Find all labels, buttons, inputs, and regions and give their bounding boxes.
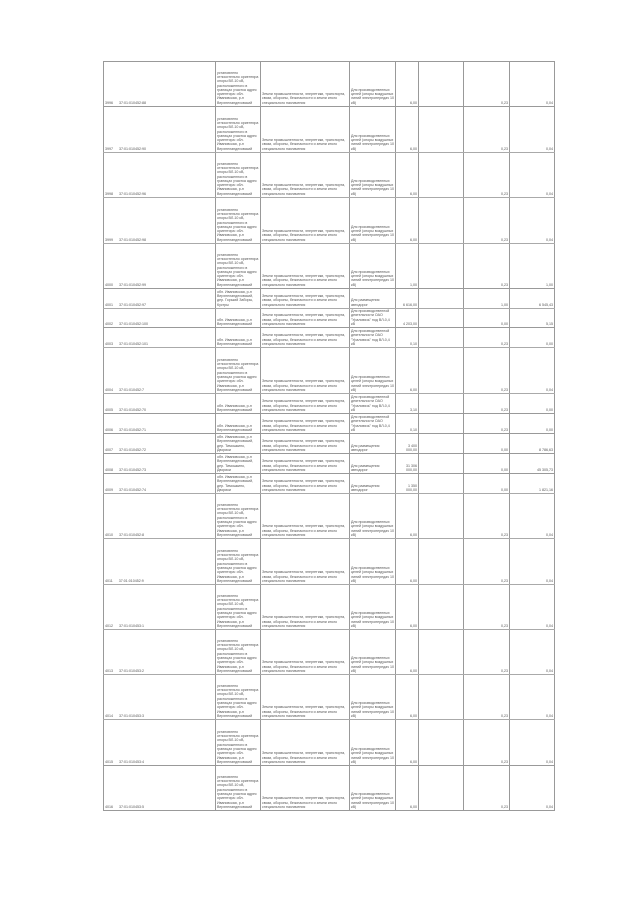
land-category-cell: Земли промышленности, энергетики, транспорта, связи, обороны, безопасности и земли иного специального назначения [261,394,350,414]
row-id-cell [104,454,216,474]
rate-cell: 0,23 [464,630,510,675]
row-number: 3998 [105,191,113,196]
row-id-cell [104,348,216,394]
permitted-use-cell: Для производственной деятельности ОАО "Уралсвязь" под ВЛ-0,4 кВ [350,414,396,434]
permitted-use-cell: Для размещения автодорог [350,289,396,309]
empty-cell [419,244,464,289]
permitted-use-cell: Для производственных целей (опоры воздушных линий электропередач 10 кВ) [350,720,396,766]
rate-cell: 0,00 [464,454,510,474]
row-id-cell [104,153,216,198]
address-cell: установлено относительно ориентира опоры ВЛ-10 кВ, расположенного в границах участка адрес ориентира: обл. Ивановская, р-н Верхнеландеховский [216,198,261,244]
row-number: 4011 [105,578,113,583]
table-row [104,675,555,720]
row-id-cell [104,720,216,766]
permitted-use-cell: Для производственных целей (опоры воздушных линий электропередач 10 кВ) [350,539,396,585]
row-number: 4003 [105,341,113,346]
rate-cell: 0,23 [464,414,510,434]
row-id-cell [104,434,216,454]
land-category-cell: Земли промышленности, энергетики, транспорта, связи, обороны, безопасности и земли иного специального назначения [261,474,350,494]
value-cell: 0,04 [510,539,555,585]
rate-cell: 0,23 [464,675,510,720]
table-row [104,494,555,539]
cadastral-number: 37:01:010453:1 [119,623,144,628]
row-id-cell [104,198,216,244]
rate-cell: 0,23 [464,153,510,198]
cadastral-number: 37:01:010452:7 [119,387,144,392]
cadastral-number: 37:01:010452:90 [119,146,146,151]
cadastral-number: 37:01:010453:2 [119,668,144,673]
cadastral-number: 37:01:010452:96 [119,191,146,196]
table-row [104,62,555,107]
value-cell: 0,04 [510,720,555,766]
empty-cell [419,434,464,454]
empty-cell [419,62,464,107]
cadastral-number: 37:01:010452:99 [119,282,146,287]
cadastral-number: 37:01:010452:9 [118,578,144,583]
cadastral-number: 37:01:010453:3 [119,713,144,718]
address-cell: обл. Ивановская, р-н Верхнеландеховский, дер. Тимошкино, Дворики [216,434,261,454]
table-row [104,289,555,309]
address-cell: установлено относительно ориентира опоры ВЛ-10 кВ, расположенного в границах участка адрес ориентира: обл. Ивановская, р-н Верхнеландеховский [216,766,261,811]
table-row [104,244,555,289]
empty-cell [419,348,464,394]
row-number: 4002 [105,321,113,326]
rate-cell: 0,23 [464,394,510,414]
row-number: 3997 [105,146,113,151]
row-number: 4001 [105,302,113,307]
cadastral-number: 37:01:010453:4 [119,759,144,764]
permitted-use-cell: Для производственных целей (опоры воздушных линий электропередач 10 кВ) [350,62,396,107]
area-cell: 6,00 [396,153,419,198]
area-cell: 3,10 [396,394,419,414]
rate-cell: 0,00 [464,309,510,328]
value-cell: 0,04 [510,198,555,244]
row-number: 4014 [105,713,113,718]
empty-cell [419,585,464,630]
area-cell: 3 400 000,00 [396,434,419,454]
row-number: 4010 [105,532,113,537]
address-cell: обл. Ивановская, р-н Верхнеландеховский, дер. Тимошкино, Дворики [216,474,261,494]
cadastral-number: 37:01:010452:88 [119,100,146,105]
table-row [104,434,555,454]
area-cell: 6,00 [396,720,419,766]
area-cell: 1,00 [396,244,419,289]
address-cell: установлено относительно ориентира опоры ВЛ-10 кВ, расположенного в границах участка адрес ориентира: обл. Ивановская, р-н Верхнеландеховский [216,675,261,720]
table-row [104,454,555,474]
empty-cell [419,454,464,474]
land-category-cell: Земли промышленности, энергетики, транспорта, связи, обороны, безопасности и земли иного специального назначения [261,539,350,585]
permitted-use-cell: Для производственных целей (опоры воздушных линий электропередач 10 кВ) [350,348,396,394]
row-id-cell [104,675,216,720]
area-cell: 6,00 [396,107,419,153]
value-cell: 0,00 [510,328,555,348]
table-row [104,474,555,494]
table-row [104,348,555,394]
area-cell: 6,00 [396,348,419,394]
row-number: 4015 [105,759,113,764]
value-cell: 0,04 [510,675,555,720]
table-row [104,539,555,585]
land-category-cell: Земли промышленности, энергетики, транспорта, связи, обороны, безопасности и земли иного специального назначения [261,348,350,394]
cadastral-number: 37:01:010452:98 [119,237,146,242]
area-cell: 4 203,00 [396,309,419,328]
row-id-cell [104,244,216,289]
rate-cell: 0,23 [464,244,510,289]
row-id-cell [104,630,216,675]
permitted-use-cell: Для производственной деятельности ОАО "Уралсвязь" под ВЛ-0,4 кВ [350,394,396,414]
rate-cell: 0,23 [464,494,510,539]
row-id-cell [104,394,216,414]
empty-cell [419,107,464,153]
row-number: 4005 [105,407,113,412]
address-cell: обл. Ивановская, р-н Верхнеландеховский, дер. Тимошкино, Дворики [216,454,261,474]
rate-cell: 0,00 [464,434,510,454]
row-number: 3996 [105,100,113,105]
land-category-cell: Земли промышленности, энергетики, транспорта, связи, обороны, безопасности и земли иного специального назначения [261,585,350,630]
address-cell: обл. Ивановская, р-н Верхнеландеховский [216,394,261,414]
table-row [104,585,555,630]
address-cell: обл. Ивановская, р-н Верхнеландеховский [216,328,261,348]
empty-cell [419,630,464,675]
row-number: 4013 [105,668,113,673]
table-row [104,766,555,811]
land-category-cell: Земли промышленности, энергетики, транспорта, связи, обороны, безопасности и земли иного специального назначения [261,434,350,454]
permitted-use-cell: Для производственных целей (опоры воздушных линий электропередач 10 кВ) [350,675,396,720]
land-plots-table [103,61,555,811]
rate-cell: 0,23 [464,348,510,394]
table-row [104,107,555,153]
permitted-use-cell: Для производственных целей (опоры воздушных линий электропередач 10 кВ) [350,585,396,630]
empty-cell [419,494,464,539]
land-category-cell: Земли промышленности, энергетики, транспорта, связи, обороны, безопасности и земли иного специального назначения [261,414,350,434]
empty-cell [419,309,464,328]
area-cell: 6,00 [396,585,419,630]
land-category-cell: Земли промышленности, энергетики, транспорта, связи, обороны, безопасности и земли иного специального назначения [261,309,350,328]
area-cell: 6,00 [396,630,419,675]
area-cell: 6,00 [396,62,419,107]
permitted-use-cell: Для производственной деятельности ОАО "Уралсвязь" под ВЛ-0,4 кВ [350,309,396,328]
row-id-cell [104,107,216,153]
land-category-cell: Земли промышленности, энергетики, транспорта, связи, обороны, безопасности и земли иного специального назначения [261,198,350,244]
table-row [104,720,555,766]
row-number: 4006 [105,427,113,432]
land-category-cell: Земли промышленности, энергетики, транспорта, связи, обороны, безопасности и земли иного специального назначения [261,328,350,348]
area-cell: 6,00 [396,494,419,539]
rate-cell: 0,23 [464,539,510,585]
empty-cell [419,328,464,348]
area-cell: 6,00 [396,675,419,720]
row-id-cell [104,289,216,309]
value-cell: 0,04 [510,585,555,630]
land-category-cell: Земли промышленности, энергетики, транспорта, связи, обороны, безопасности и земли иного специального назначения [261,766,350,811]
land-category-cell: Земли промышленности, энергетики, транспорта, связи, обороны, безопасности и земли иного специального назначения [261,289,350,309]
address-cell: обл. Ивановская, р-н Верхнеландеховский [216,414,261,434]
table-row [104,309,555,328]
table-row [104,394,555,414]
address-cell: установлено относительно ориентира опоры ВЛ-10 кВ, расположенного в границах участка адрес ориентира: обл. Ивановская, р-н Верхнеландеховский [216,348,261,394]
land-category-cell: Земли промышленности, энергетики, транспорта, связи, обороны, безопасности и земли иного специального назначения [261,720,350,766]
value-cell: 0,04 [510,348,555,394]
cadastral-number: 37:01:010452:71 [119,427,146,432]
address-cell: обл. Ивановская, р-н Верхнеландеховский, дер. Горький Заборы, Кустры [216,289,261,309]
land-category-cell: Земли промышленности, энергетики, транспорта, связи, обороны, безопасности и земли иного специального назначения [261,675,350,720]
area-cell: 6,00 [396,766,419,811]
row-number: 4009 [105,487,113,492]
land-category-cell: Земли промышленности, энергетики, транспорта, связи, обороны, безопасности и земли иного специального назначения [261,107,350,153]
value-cell: 0,00 [510,414,555,434]
row-number: 4004 [105,387,113,392]
permitted-use-cell: Для производственных целей (опоры воздушных линий электропередач 10 кВ) [350,244,396,289]
cadastral-number: 37:01:010453:5 [119,804,144,809]
rate-cell: 0,00 [464,474,510,494]
table-row [104,630,555,675]
row-number: 4007 [105,447,113,452]
rate-cell: 0,23 [464,198,510,244]
permitted-use-cell: Для производственных целей (опоры воздушных линий электропередач 10 кВ) [350,494,396,539]
land-category-cell: Земли промышленности, энергетики, транспорта, связи, обороны, безопасности и земли иного специального назначения [261,244,350,289]
rate-cell: 0,23 [464,720,510,766]
permitted-use-cell: Для размещения автодорог [350,474,396,494]
table-row [104,328,555,348]
rate-cell: 0,23 [464,107,510,153]
cadastral-number: 37:01:010452:8 [119,532,144,537]
area-cell: 6 616,00 [396,289,419,309]
address-cell: установлено относительно ориентира опоры ВЛ-10 кВ, расположенного в границах участка адрес ориентира: обл. Ивановская, р-н Верхнеландеховский [216,107,261,153]
row-id-cell [104,494,216,539]
area-cell: 31 306 000,00 [396,454,419,474]
row-id-cell [104,309,216,328]
permitted-use-cell: Для производственных целей (опоры воздушных линий электропередач 10 кВ) [350,107,396,153]
address-cell: обл. Ивановская, р-н Верхнеландеховский [216,309,261,328]
value-cell: 1,00 [510,244,555,289]
row-number: 4016 [105,804,113,809]
area-cell: 1 350 000,00 [396,474,419,494]
area-cell: 6,00 [396,539,419,585]
row-id-cell [104,414,216,434]
value-cell: 0,04 [510,766,555,811]
address-cell: установлено относительно ориентира опоры ВЛ-10 кВ, расположенного в границах участка адрес ориентира: обл. Ивановская, р-н Верхнеландеховский [216,630,261,675]
empty-cell [419,539,464,585]
row-id-cell [104,585,216,630]
permitted-use-cell: Для производственных целей (опоры воздушных линий электропередач 10 кВ) [350,198,396,244]
cadastral-number: 37:01:010452:101 [119,341,148,346]
permitted-use-cell: Для производственных целей (опоры воздушных линий электропередач 10 кВ) [350,766,396,811]
rate-cell: 1,00 [464,289,510,309]
cadastral-number: 37:01:010452:72 [119,447,146,452]
empty-cell [419,675,464,720]
permitted-use-cell: Для производственной деятельности ОАО "Уралсвязь" под ВЛ-0,4 кВ [350,328,396,348]
row-id-cell [104,766,216,811]
row-id-cell [104,474,216,494]
address-cell: установлено относительно ориентира опоры ВЛ-10 кВ, расположенного в границах участка адрес ориентира: обл. Ивановская, р-н Верхнеландеховский [216,244,261,289]
permitted-use-cell: Для размещения автодорог [350,434,396,454]
empty-cell [419,720,464,766]
row-id-cell [104,539,216,585]
address-cell: установлено относительно ориентира опоры ВЛ-10 кВ, расположенного в границах участка адрес ориентира: обл. Ивановская, р-н Верхнеландеховский [216,585,261,630]
row-number: 4012 [105,623,113,628]
value-cell: 0,04 [510,62,555,107]
rate-cell: 0,23 [464,766,510,811]
rate-cell: 0,23 [464,328,510,348]
row-number: 4000 [105,282,113,287]
address-cell: установлено относительно ориентира опоры ВЛ-10 кВ, расположенного в границах участка адрес ориентира: обл. Ивановская, р-н Верхнеландеховский [216,494,261,539]
value-cell: 0,04 [510,107,555,153]
cadastral-number: 37:01:010452:74 [119,487,146,492]
empty-cell [419,394,464,414]
land-category-cell: Земли промышленности, энергетики, транспорта, связи, обороны, безопасности и земли иного специального назначения [261,494,350,539]
empty-cell [419,766,464,811]
rate-cell: 0,23 [464,585,510,630]
value-cell: 0,00 [510,394,555,414]
value-cell: 5,15 [510,309,555,328]
address-cell: установлено относительно ориентира опоры ВЛ-10 кВ, расположенного в границах участка адрес ориентира: обл. Ивановская, р-н Верхнеландеховский [216,62,261,107]
empty-cell [419,289,464,309]
value-cell: 0,04 [510,153,555,198]
area-cell: 6,00 [396,198,419,244]
value-cell: 1 821,16 [510,474,555,494]
empty-cell [419,474,464,494]
table-row [104,153,555,198]
empty-cell [419,153,464,198]
row-number: 4008 [105,467,113,472]
rate-cell: 0,23 [464,62,510,107]
row-number: 3999 [105,237,113,242]
land-category-cell: Земли промышленности, энергетики, транспорта, связи, обороны, безопасности и земли иного специального назначения [261,630,350,675]
permitted-use-cell: Для производственных целей (опоры воздушных линий электропередач 10 кВ) [350,630,396,675]
address-cell: установлено относительно ориентира опоры ВЛ-10 кВ, расположенного в границах участка адрес ориентира: обл. Ивановская, р-н Верхнеландеховский [216,539,261,585]
empty-cell [419,198,464,244]
cadastral-number: 37:01:010452:100 [119,321,148,326]
address-cell: установлено относительно ориентира опоры ВЛ-10 кВ, расположенного в границах участка адрес ориентира: обл. Ивановская, р-н Верхнеландеховский [216,720,261,766]
row-id-cell [104,328,216,348]
table-row [104,414,555,434]
address-cell: установлено относительно ориентира опоры ВЛ-10 кВ, расположенного в границах участка адрес ориентира: обл. Ивановская, р-н Верхнеландеховский [216,153,261,198]
permitted-use-cell: Для размещения автодорог [350,454,396,474]
area-cell: 0,10 [396,414,419,434]
cadastral-number: 37:01:010452:97 [119,302,146,307]
row-id-cell [104,62,216,107]
cadastral-number: 37:01:010452:73 [119,467,146,472]
value-cell: 45 305,73 [510,454,555,474]
empty-cell [419,414,464,434]
area-cell: 0,10 [396,328,419,348]
value-cell: 0,04 [510,494,555,539]
land-category-cell: Земли промышленности, энергетики, транспорта, связи, обороны, безопасности и земли иного специального назначения [261,153,350,198]
land-category-cell: Земли промышленности, энергетики, транспорта, связи, обороны, безопасности и земли иного специального назначения [261,62,350,107]
table-row [104,198,555,244]
value-cell: 8 786,63 [510,434,555,454]
value-cell: 6 545,43 [510,289,555,309]
permitted-use-cell: Для производственных целей (опоры воздушных линий электропередач 10 кВ) [350,153,396,198]
cadastral-number: 37:01:010452:70 [119,407,146,412]
value-cell: 0,04 [510,630,555,675]
land-category-cell: Земли промышленности, энергетики, транспорта, связи, обороны, безопасности и земли иного специального назначения [261,454,350,474]
